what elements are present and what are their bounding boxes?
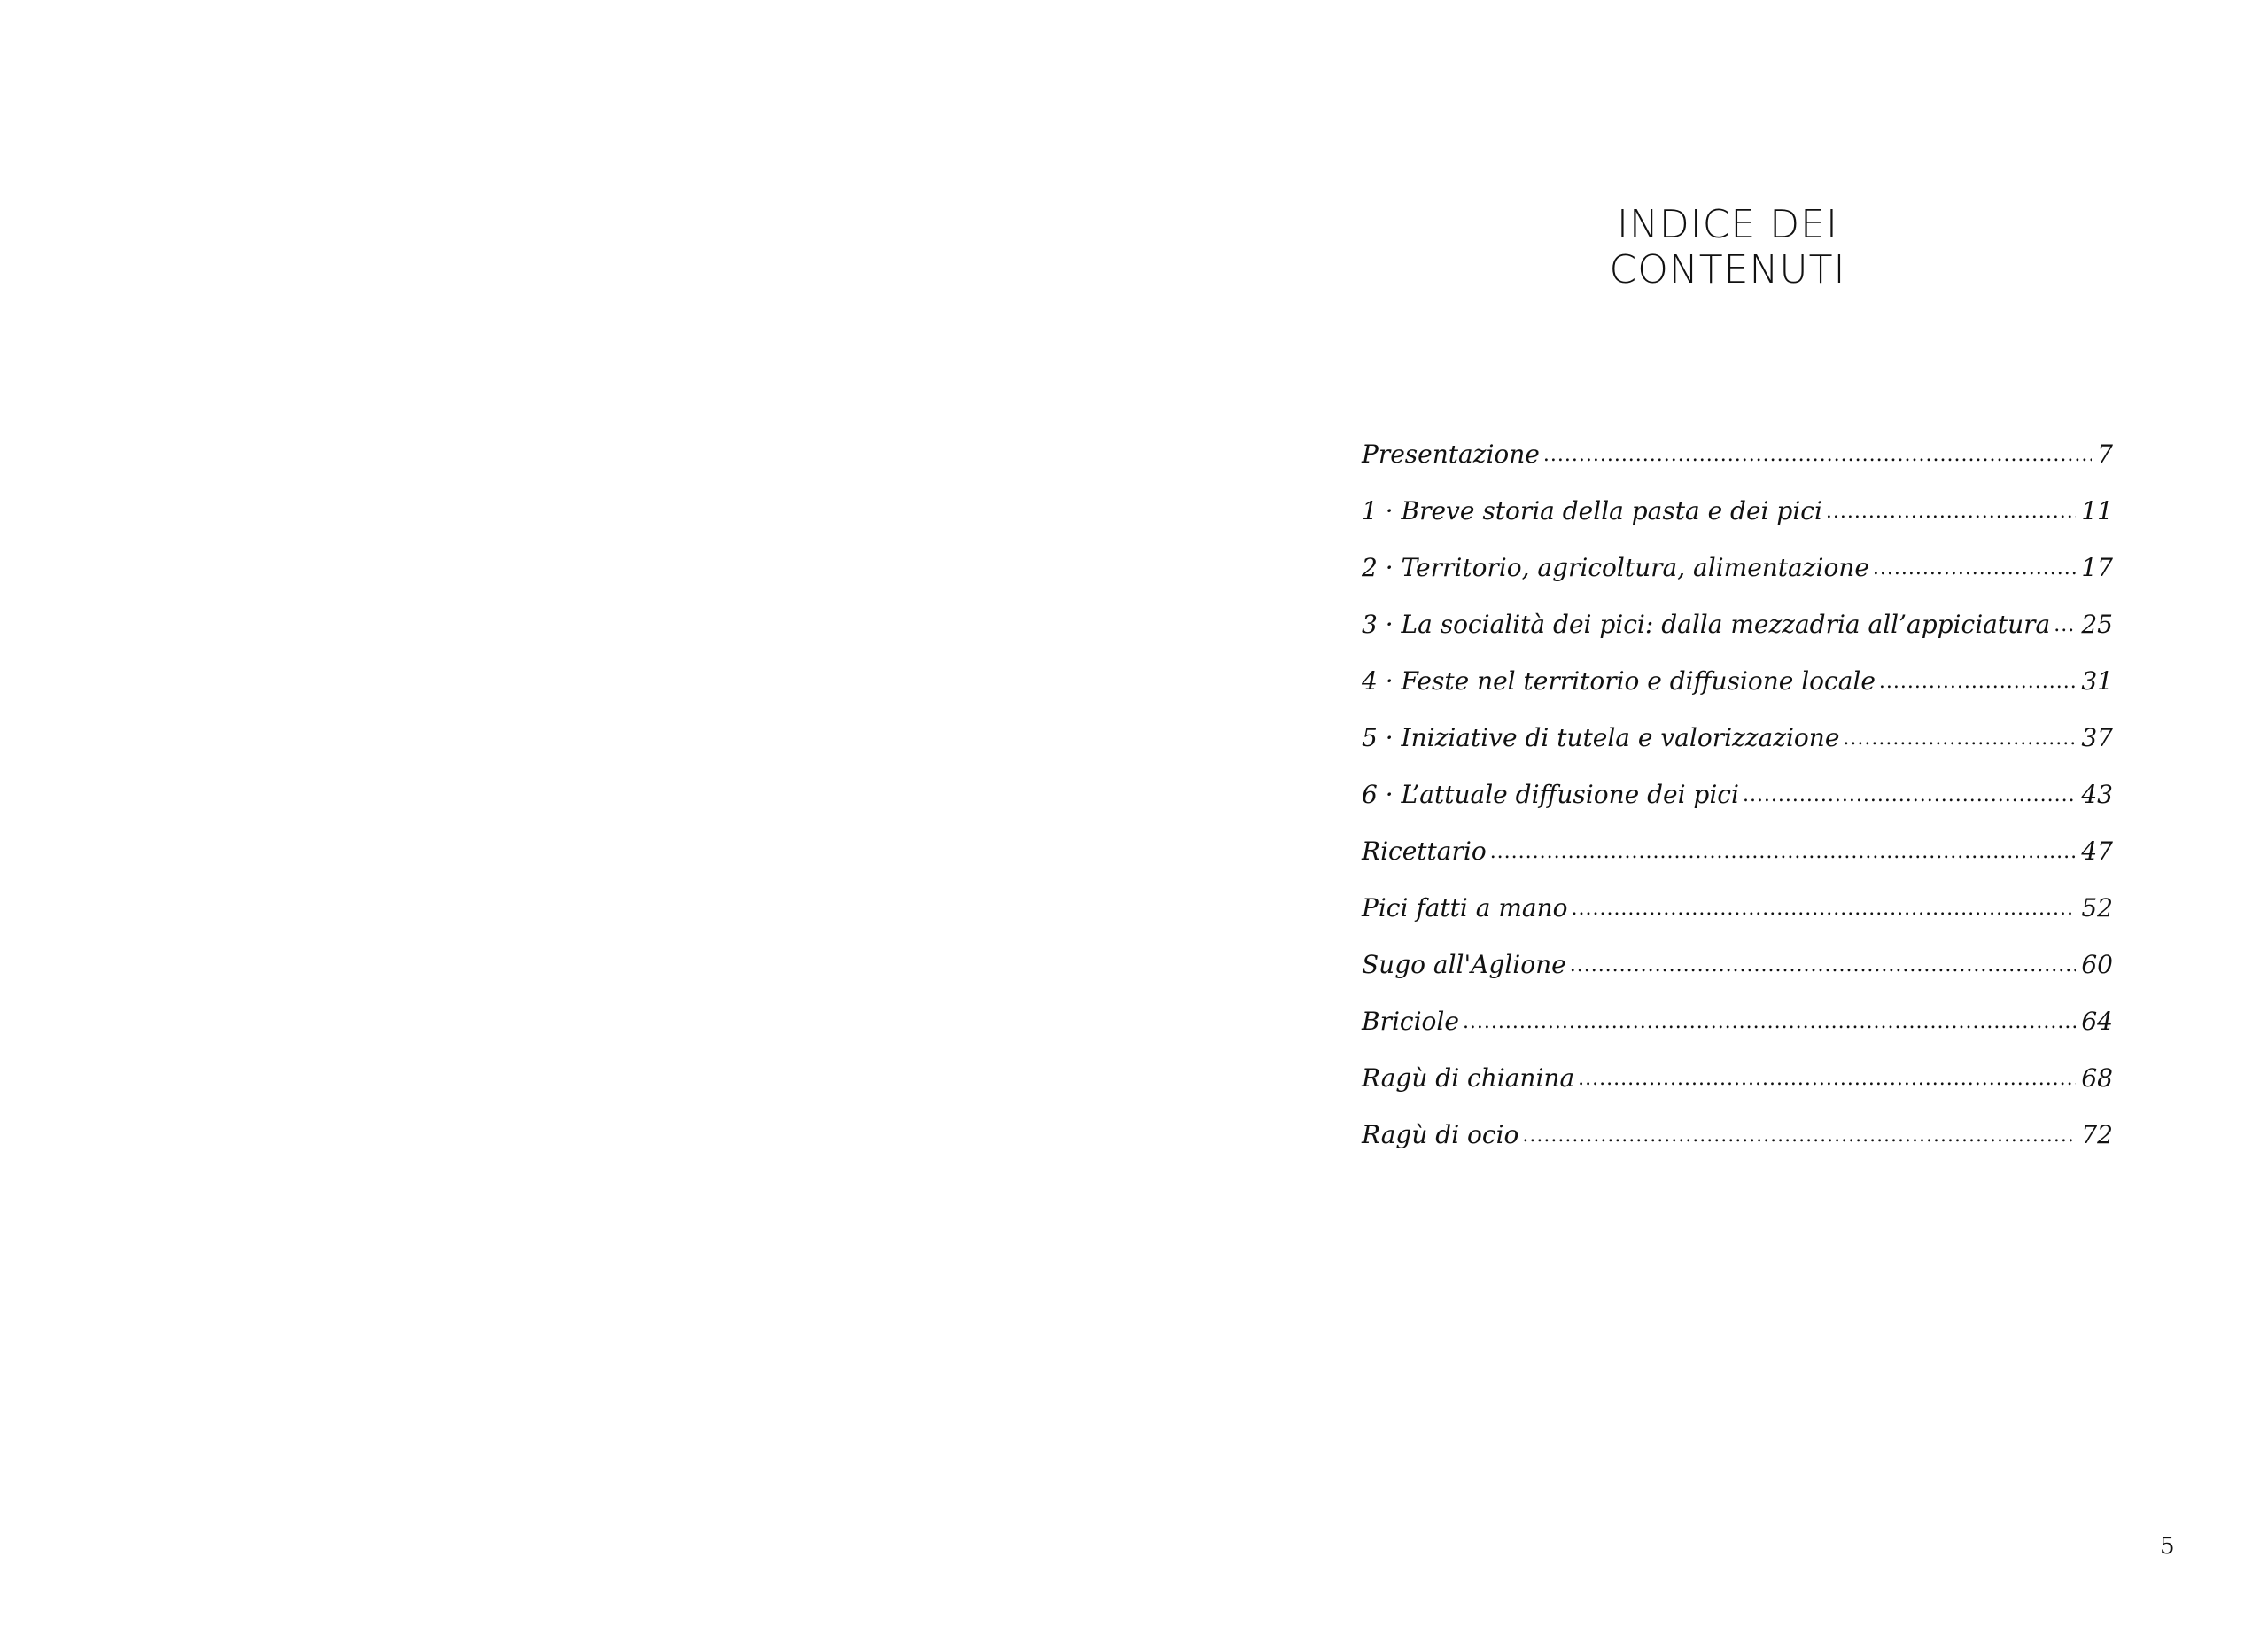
toc-title: INDICE DEI CONTENUTI [1609,202,1846,292]
toc-entry-page: 52 [2081,893,2113,922]
toc-entry-label: 6 · L’attuale diffusione dei pici [1362,780,1739,809]
toc-entry [1362,440,2113,496]
toc-entry-label: 3 · La socialità dei pici: dalla mezzadria all’appiciatura [1362,610,2051,639]
toc-entry-page: 64 [2081,1007,2113,1036]
toc-entry-page: 17 [2081,553,2113,582]
toc-entry [1362,893,2113,950]
toc-entry-page: 7 [2097,440,2113,469]
toc-entry-page: 47 [2081,837,2113,866]
toc-entry [1362,610,2113,666]
toc-entry-label: Presentazione [1362,440,1540,469]
toc-dot-leader [1843,721,2076,751]
toc-entry [1362,950,2113,1007]
toc-dot-leader [1873,551,2076,580]
toc-dot-leader [1578,1062,2076,1091]
toc-entry-page: 31 [2081,666,2113,696]
toc-dot-leader [1570,948,2077,977]
toc-dot-leader [2054,608,2076,637]
toc-entry-label: Briciole [1362,1007,1459,1036]
toc-dot-leader [1879,665,2076,694]
toc-dot-leader [1490,835,2077,864]
toc-entry-label: 4 · Feste nel territorio e diffusione locale [1362,666,1876,696]
toc-entry [1362,1063,2113,1120]
toc-dot-leader [1571,891,2076,921]
toc-dot-leader [1463,1005,2076,1034]
toc-entry-label: 5 · Iniziative di tutela e valorizzazione [1362,723,1840,752]
toc-entry-page: 43 [2081,780,2113,809]
toc-entry-label: Ragù di ocio [1362,1120,1519,1149]
toc-entry [1362,496,2113,553]
toc-entry [1362,666,2113,723]
toc-dot-leader [1522,1118,2076,1148]
toc-entry [1362,723,2113,780]
toc-entry-page: 37 [2081,723,2113,752]
toc-entry-page: 25 [2081,610,2113,639]
toc-entry-label: Sugo all'Aglione [1362,950,1566,979]
toc-entry-label: Ricettario [1362,837,1487,866]
toc-entry-label: 2 · Territorio, agricoltura, alimentazione [1362,553,1869,582]
toc-entry [1362,780,2113,837]
toc-entry-page: 11 [2081,496,2113,525]
toc-entry-label: Pici fatti a mano [1362,893,1568,922]
toc-dot-leader [1826,494,2076,524]
toc-entry [1362,1007,2113,1063]
toc-entry-page: 68 [2081,1063,2113,1093]
toc-entry-label: 1 · Breve storia della pasta e dei pici [1362,496,1822,525]
page-number: 5 [2160,1533,2175,1560]
toc-dot-leader [1743,778,2076,807]
toc-entry [1362,553,2113,610]
toc-entry [1362,837,2113,893]
toc-entry-page: 60 [2081,950,2113,979]
table-of-contents [1362,440,2113,1177]
toc-entry-page: 72 [2081,1120,2113,1149]
toc-entry [1362,1120,2113,1177]
toc-dot-leader [1543,438,2092,467]
toc-entry-label: Ragù di chianina [1362,1063,1575,1093]
